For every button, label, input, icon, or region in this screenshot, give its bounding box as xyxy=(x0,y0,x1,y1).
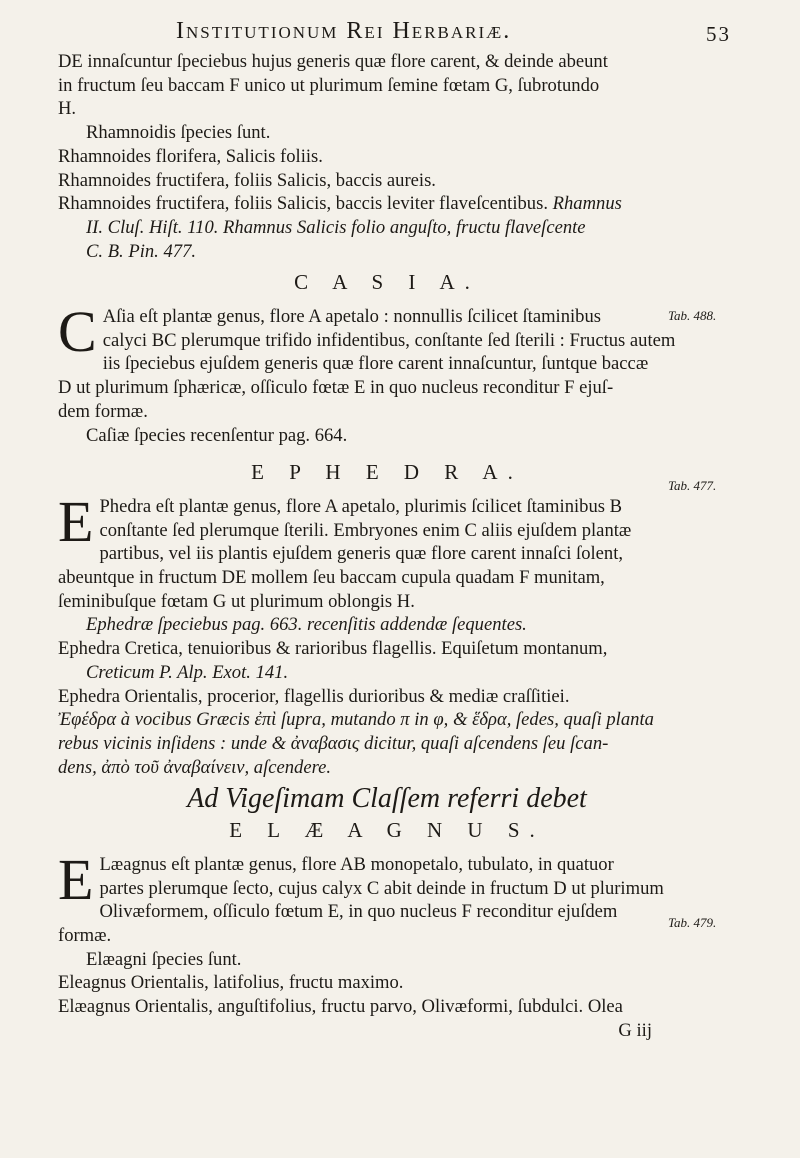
intro-line: DE innaſcuntur ſpeciebus hujus generis quæ flore carent, & deinde abeunt xyxy=(58,51,608,72)
text-line: Elæagni ſpecies ſunt. xyxy=(86,948,242,970)
text-line: Ephedra Orientalis, procerior, flagellis durioribus & mediæ craſſitiei. xyxy=(58,685,570,707)
text-line: Læagnus eſt plantæ genus, flore AB monopetalo, tubulato, in quatuor xyxy=(99,853,614,875)
species-entry: II. Cluſ. Hiſt. 110. Rhamnus Salicis folio anguſto, fructu flaveſcente xyxy=(86,216,586,238)
text-line: Creticum P. Alp. Exot. 141. xyxy=(86,661,289,683)
text-line: partes plerumque ſecto, cujus calyx C abit deinde in fructum D ut plurimum xyxy=(99,877,664,899)
intro-line: in fructum ſeu baccam F unico ut plurimum ſemine fœtam G, ſubrotundo xyxy=(58,74,600,96)
text-line: rebus vicinis inſidens : unde & ἀναβασις dicitur, quaſi aſcendens ſeu ſcan- xyxy=(58,732,609,754)
text-line: Ephedræ ſpeciebus pag. 663. recenſitis addendæ ſequentes. xyxy=(86,614,527,636)
margin-note: Tab. 477. xyxy=(668,478,717,493)
text-line: Ἐφέδρα à vocibus Græcis ἐπὶ ſupra, mutando π in φ, & ἕδρα, ſedes, quaſi planta xyxy=(58,709,654,731)
text-line: iis ſpeciebus ejuſdem generis quæ flore carent innaſcuntur, ſuntque baccæ xyxy=(102,353,649,375)
drop-cap: C xyxy=(58,299,97,365)
intro-line: H. xyxy=(58,98,77,120)
text-line: Aſia eſt plantæ genus, flore A apetalo : nonnullis ſcilicet ſtaminibus xyxy=(102,306,602,328)
text-line: formæ. xyxy=(58,924,112,946)
drop-cap: E xyxy=(58,488,94,554)
signature-mark: G iij xyxy=(618,1019,652,1041)
species-entry: Rhamnoides fructifera, foliis Salicis, baccis leviter flaveſcentibus. Rhamnus xyxy=(58,193,622,215)
text-line: partibus, vel iis plantis ejuſdem generis quæ flore carent innaſci ſolent, xyxy=(99,543,624,565)
page-number: 53 xyxy=(706,22,731,46)
class-heading: Ad Vigeſimam Claſſem referri debet xyxy=(187,783,587,815)
text-line: ſeminibuſque fœtam G ut plurimum oblongis H. xyxy=(58,590,415,612)
elaeagnus-paragraph xyxy=(58,846,716,1019)
page-body xyxy=(58,50,716,1042)
text-line: Eleagnus Orientalis, latifolius, fructu maximo. xyxy=(58,972,404,994)
text-line: Caſiæ ſpecies recenſentur pag. 664. xyxy=(86,424,348,446)
species-entry: Rhamnoides florifera, Salicis foliis. xyxy=(58,145,323,167)
text-line: D ut plurimum ſphæricæ, oſſiculo fœtæ E in quo nucleus reconditur F ejuſ- xyxy=(58,377,614,399)
text-line: calyci BC plerumque trifido infidentibus, conſtante ſed ſterili : Fructus autem xyxy=(102,329,676,351)
ephedra-paragraph xyxy=(58,488,716,779)
drop-cap: E xyxy=(58,846,94,912)
text-line: Elæagnus Orientalis, anguſtifolius, fructu parvo, Olivæformi, ſubdulci. Olea xyxy=(58,996,623,1018)
text-line: dem formæ. xyxy=(58,400,148,422)
running-title: Institutionum Rei Herbariæ. xyxy=(176,18,512,44)
section-heading-casia: C A S I A. xyxy=(294,270,480,295)
species-entry: C. B. Pin. 477. xyxy=(86,240,197,262)
text-line: conſtante ſed plerumque ſterili. Embryones enim C aliis ejuſdem plantæ xyxy=(99,519,632,541)
species-heading: Rhamnoidis ſpecies ſunt. xyxy=(86,122,271,144)
margin-note: Tab. 488. xyxy=(668,308,717,323)
text-line: Phedra eſt plantæ genus, flore A apetalo, plurimis ſcilicet ſtaminibus B xyxy=(99,495,623,517)
species-entry: Rhamnoides fructifera, foliis Salicis, baccis aureis. xyxy=(58,169,436,191)
margin-note: Tab. 479. xyxy=(668,915,717,930)
section-heading-ephedra: E P H E D R A. xyxy=(251,460,523,485)
casia-paragraph xyxy=(58,299,716,447)
text-line: Ephedra Cretica, tenuioribus & rarioribus flagellis. Equiſetum montanum, xyxy=(58,638,608,660)
text-line: abeuntque in fructum DE mollem ſeu baccam cupula quadam F munitam, xyxy=(58,567,605,589)
text-line: Olivæformem, oſſiculo fœtum E, in quo nucleus F reconditur ejuſdem xyxy=(99,901,618,923)
text-line: dens, ἀπὸ τοῦ ἀναβαίνειν, aſcendere. xyxy=(58,756,332,778)
section-heading-elaeagnus: E L Æ A G N U S. xyxy=(229,818,545,843)
